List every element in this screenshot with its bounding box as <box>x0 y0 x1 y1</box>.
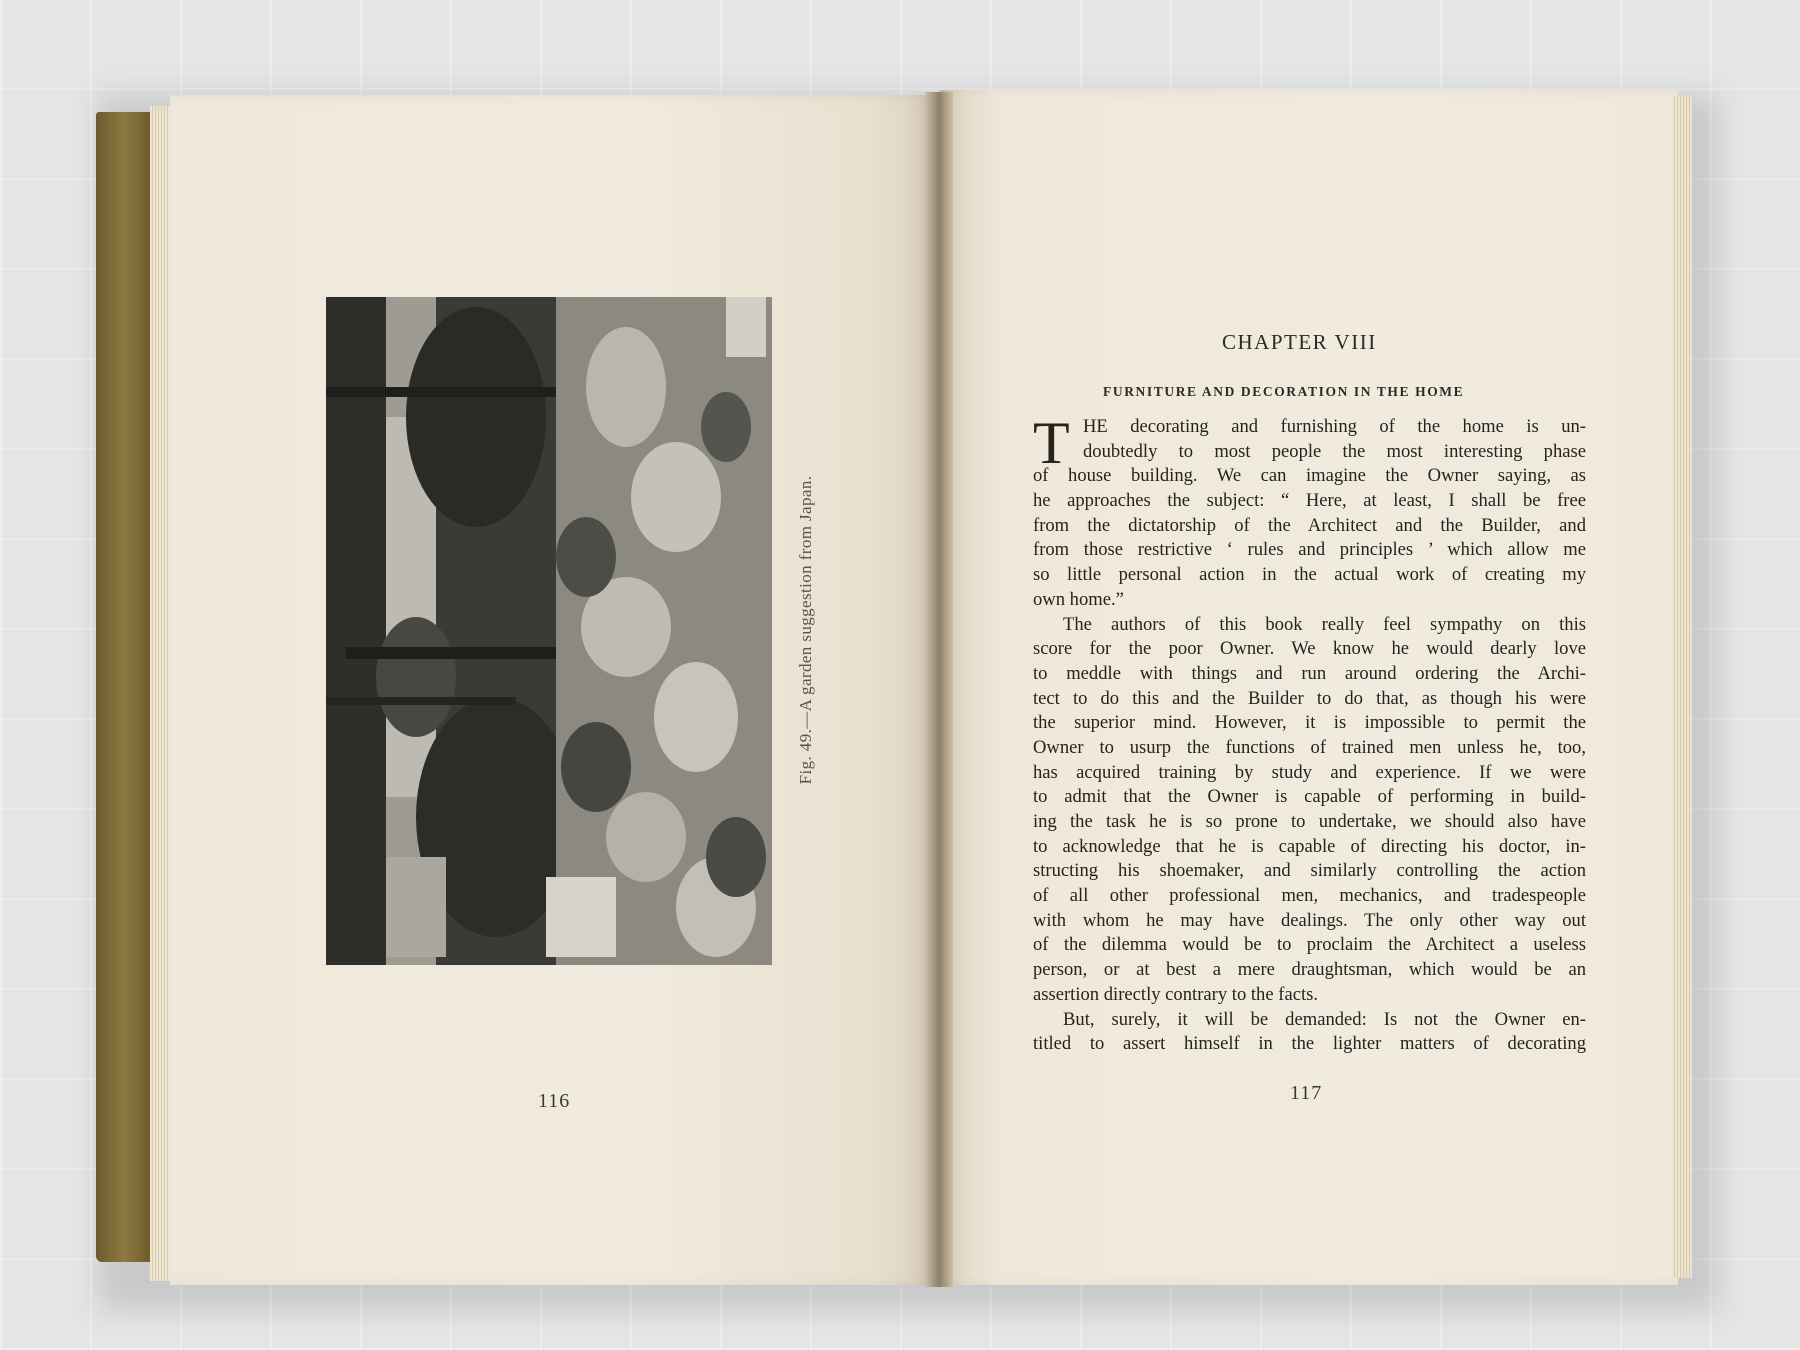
text-line: titled to assert himself in the lighter matters of decorating <box>1033 1033 1586 1055</box>
text-line: But, surely, it will be demanded: Is not the Owner en- <box>1063 1008 1586 1030</box>
garden-photograph <box>326 297 772 965</box>
text-line: with whom he may have dealings. The only other way out <box>1033 909 1586 931</box>
drop-cap: T <box>1033 410 1070 476</box>
text-line: The authors of this book really feel sympathy on this <box>1063 613 1586 635</box>
text-line: assertion directly contrary to the facts. <box>1033 983 1318 1005</box>
text-line: Owner to usurp the functions of trained men unless he, too, <box>1033 736 1586 758</box>
text-line: to admit that the Owner is capable of performing in build- <box>1033 786 1586 808</box>
text-line: the superior mind. However, it is impossible to permit the <box>1033 712 1586 734</box>
text-line: from those restrictive ‘ rules and principles ’ which allow me <box>1033 539 1586 561</box>
text-line: to meddle with things and run around ordering the Archi- <box>1033 662 1586 684</box>
text-line: has acquired training by study and experience. If we were <box>1033 761 1586 783</box>
chapter-subtitle: FURNITURE AND DECORATION IN THE HOME <box>1103 384 1465 399</box>
figure-caption-text: Fig. 49.—A garden suggestion from Japan. <box>796 475 815 785</box>
text-line: to acknowledge that he is capable of directing his doctor, in- <box>1033 835 1586 857</box>
text-line: score for the poor Owner. We know he would dearly love <box>1033 638 1586 660</box>
text-line: of all other professional men, mechanics, and tradespeople <box>1033 885 1586 907</box>
text-line: of house building. We can imagine the Owner saying, as <box>1033 465 1586 487</box>
text-line: ing the task he is so prone to undertake, we should also have <box>1033 811 1586 832</box>
book-gutter <box>925 92 953 1287</box>
text-line: person, or at best a mere draughtsman, which would be an <box>1033 959 1586 981</box>
text-line: doubtedly to most people the most interesting phase <box>1083 440 1586 462</box>
chapter-title: CHAPTER VIII <box>1222 330 1377 354</box>
text-line: own home.” <box>1033 588 1124 610</box>
chapter-body-text <box>1033 410 1586 1057</box>
text-line: from the dictatorship of the Architect and the Builder, and <box>1033 514 1586 536</box>
page-number-right: 117 <box>1290 1082 1323 1104</box>
text-line: HE decorating and furnishing of the home is un- <box>1083 416 1586 437</box>
text-line: he approaches the subject: “ Here, at least, I shall be free <box>1033 490 1586 512</box>
text-line: tect to do this and the Builder to do that, as though his were <box>1033 687 1586 709</box>
text-line: so little personal action in the actual work of creating my <box>1033 564 1586 586</box>
page-number-left: 116 <box>538 1090 571 1112</box>
text-line: of the dilemma would be to proclaim the Architect a useless <box>1033 934 1586 956</box>
garden-photo-image <box>326 297 772 965</box>
page-edges-right <box>1672 96 1692 1278</box>
text-line: structing his shoemaker, and similarly controlling the action <box>1033 860 1586 882</box>
